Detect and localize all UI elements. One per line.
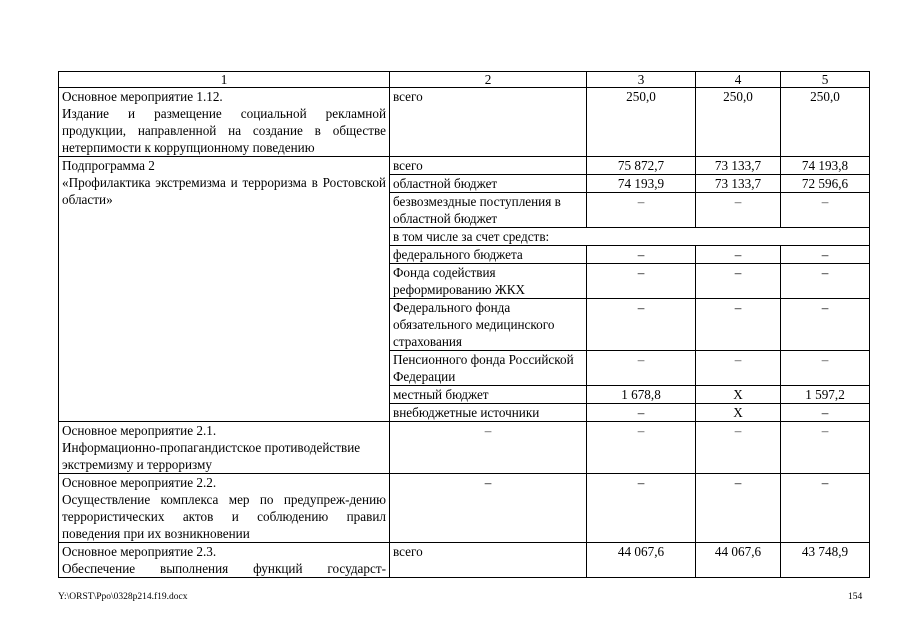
header-col-2: 2: [390, 72, 587, 88]
value-cell: –: [696, 299, 781, 351]
activity-description: Издание и размещение социальной рекламной продукции, направленной на создание в обществе нетерпимости к коррупционному поведению: [62, 106, 386, 155]
source-cell: всего: [390, 157, 587, 175]
activity-title: Основное мероприятие 1.12.: [62, 89, 223, 104]
activity-description: Осуществление комплекса мер по предупреж-дению террористических актов и соблюдению правил поведения при их возникновении: [62, 492, 386, 541]
value-cell: 74 193,8: [781, 157, 870, 175]
header-col-3: 3: [587, 72, 696, 88]
value-cell: 75 872,7: [587, 157, 696, 175]
subprogram-title: Подпрограмма 2: [62, 158, 155, 173]
value-cell: 44 067,6: [587, 543, 696, 578]
value-cell: 73 133,7: [696, 175, 781, 193]
value-cell: –: [781, 299, 870, 351]
activity-description: Информационно-пропагандистское противодействие экстремизму и терроризму: [62, 440, 361, 472]
source-cell: Федерального фонда обязательного медицинского страхования: [390, 299, 587, 351]
value-cell: –: [781, 264, 870, 299]
value-cell: –: [781, 351, 870, 386]
header-col-4: 4: [696, 72, 781, 88]
value-cell: –: [587, 246, 696, 264]
value-cell: 72 596,6: [781, 175, 870, 193]
budget-table: [58, 71, 870, 578]
source-cell: –: [390, 422, 587, 474]
header-row: [59, 72, 870, 88]
value-cell: –: [587, 264, 696, 299]
source-cell: местный бюджет: [390, 386, 587, 404]
value-cell: –: [696, 264, 781, 299]
value-cell: –: [781, 474, 870, 543]
source-cell: в том числе за счет средств:: [390, 228, 870, 246]
value-cell: 1 597,2: [781, 386, 870, 404]
value-cell: 43 748,9: [781, 543, 870, 578]
source-cell: всего: [390, 88, 587, 157]
activity-cell: [59, 422, 390, 474]
header-col-1: 1: [59, 72, 390, 88]
value-cell: 44 067,6: [696, 543, 781, 578]
value-cell: 73 133,7: [696, 157, 781, 175]
source-cell: всего: [390, 543, 587, 578]
value-cell: Х: [696, 386, 781, 404]
value-cell: –: [587, 299, 696, 351]
page-number: 154: [848, 592, 863, 602]
value-cell: 250,0: [587, 88, 696, 157]
value-cell: –: [696, 474, 781, 543]
table-row: [59, 88, 870, 157]
value-cell: –: [587, 351, 696, 386]
source-cell: Фонда содействия реформированию ЖКХ: [390, 264, 587, 299]
value-cell: –: [696, 351, 781, 386]
value-cell: –: [587, 422, 696, 474]
table-row: [59, 543, 870, 578]
table-row: [59, 422, 870, 474]
header-col-5: 5: [781, 72, 870, 88]
value-cell: –: [587, 474, 696, 543]
source-cell: –: [390, 474, 587, 543]
value-cell: –: [781, 246, 870, 264]
value-cell: –: [781, 193, 870, 228]
value-cell: 74 193,9: [587, 175, 696, 193]
source-cell: Пенсионного фонда Российской Федерации: [390, 351, 587, 386]
activity-title: Основное мероприятие 2.3.: [62, 544, 217, 559]
value-cell: –: [781, 404, 870, 422]
subprogram-description: «Профилактика экстремизма и терроризма в Ростовской области»: [62, 175, 386, 207]
activity-title: Основное мероприятие 2.2.: [62, 475, 217, 490]
subprogram-cell: [59, 157, 390, 422]
source-cell: внебюджетные источники: [390, 404, 587, 422]
source-cell: областной бюджет: [390, 175, 587, 193]
value-cell: 250,0: [696, 88, 781, 157]
activity-title: Основное мероприятие 2.1.: [62, 423, 217, 438]
value-cell: –: [696, 422, 781, 474]
value-cell: –: [781, 422, 870, 474]
activity-description: Обеспечение выполнения функций государст-: [62, 561, 386, 576]
source-cell: федерального бюджета: [390, 246, 587, 264]
value-cell: –: [696, 246, 781, 264]
value-cell: 1 678,8: [587, 386, 696, 404]
table-row: [59, 474, 870, 543]
value-cell: –: [587, 404, 696, 422]
value-cell: –: [587, 193, 696, 228]
value-cell: Х: [696, 404, 781, 422]
source-cell: безвозмездные поступления в областной бюджет: [390, 193, 587, 228]
value-cell: –: [696, 193, 781, 228]
file-path: Y:\ORST\Ppo\0328p214.f19.docx: [58, 592, 188, 602]
table-row: [59, 157, 870, 175]
activity-cell: [59, 474, 390, 543]
activity-cell: [59, 88, 390, 157]
value-cell: 250,0: [781, 88, 870, 157]
activity-cell: [59, 543, 390, 578]
